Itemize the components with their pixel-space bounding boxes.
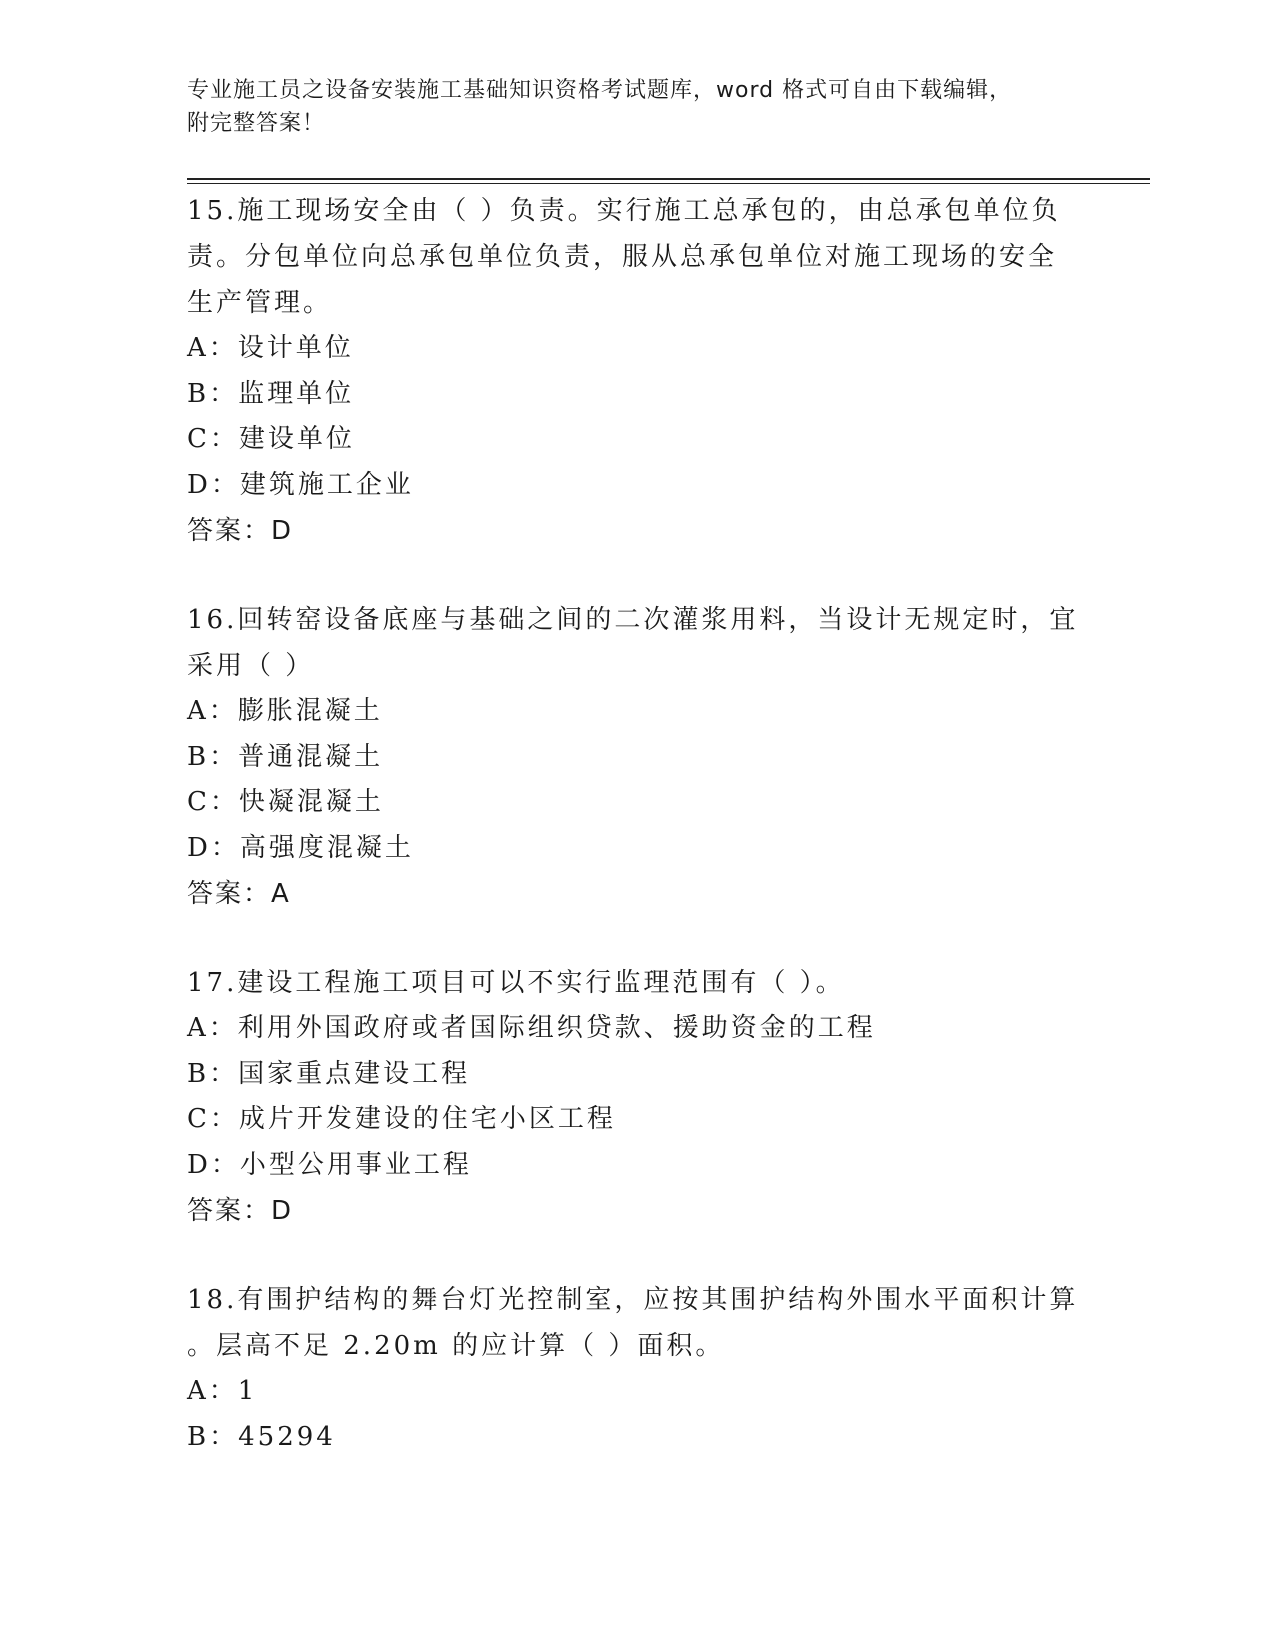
question-text-line: 。层高不足 2.20m 的应计算（ ）面积。: [187, 1331, 725, 1361]
question-17: [187, 960, 1087, 1234]
question-text-line: 17.建设工程施工项目可以不实行监理范围有（ ）。: [187, 968, 845, 998]
question-text-line: 采用（ ）: [187, 651, 315, 681]
answer-line: 答案：A: [187, 879, 291, 909]
option-b: B：国家重点建设工程: [187, 1058, 471, 1089]
question-text-line: 18.有围护结构的舞台灯光控制室，应按其围护结构外围水平面积计算: [187, 1285, 1079, 1315]
option-c: C：成片开发建设的住宅小区工程: [187, 1104, 616, 1134]
option-c: C：建设单位: [187, 424, 355, 454]
option-c: C：快凝混凝土: [187, 787, 384, 817]
question-text-line: 15.施工现场安全由（ ）负责。实行施工总承包的，由总承包单位负: [187, 196, 1061, 226]
header-divider-thin: [187, 183, 1150, 184]
option-d: D：高强度混凝土: [187, 832, 414, 863]
question-text-line: 责。分包单位向总承包单位负责，服从总承包单位对施工现场的安全: [187, 242, 1058, 272]
option-a: A：利用外国政府或者国际组织贷款、援助资金的工程: [187, 1013, 876, 1043]
answer-line: 答案：D: [187, 1196, 294, 1226]
question-18: [187, 1277, 1087, 1460]
option-b: B：普通混凝土: [187, 741, 384, 772]
option-d: D：建筑施工企业: [187, 469, 414, 500]
option-b: B：监理单位: [187, 378, 355, 409]
header-line-1: 专业施工员之设备安装施工基础知识资格考试题库，word 格式可自由下载编辑，: [187, 78, 1013, 103]
question-text-line: 生产管理。: [187, 288, 333, 318]
document-header: [187, 74, 1087, 140]
header-line-2: 附完整答案！: [187, 111, 326, 136]
question-text-line: 16.回转窑设备底座与基础之间的二次灌浆用料，当设计无规定时，宜: [187, 605, 1079, 635]
option-d: D：小型公用事业工程: [187, 1149, 472, 1180]
header-divider: [187, 178, 1150, 180]
option-a: A：设计单位: [187, 333, 354, 363]
option-b: B：45294: [187, 1421, 336, 1452]
option-a: A：膨胀混凝土: [187, 696, 383, 726]
question-list: [187, 188, 1087, 1503]
question-15: [187, 188, 1087, 554]
question-16: [187, 597, 1087, 917]
answer-line: 答案：D: [187, 516, 294, 546]
option-a: A：1: [187, 1376, 258, 1406]
